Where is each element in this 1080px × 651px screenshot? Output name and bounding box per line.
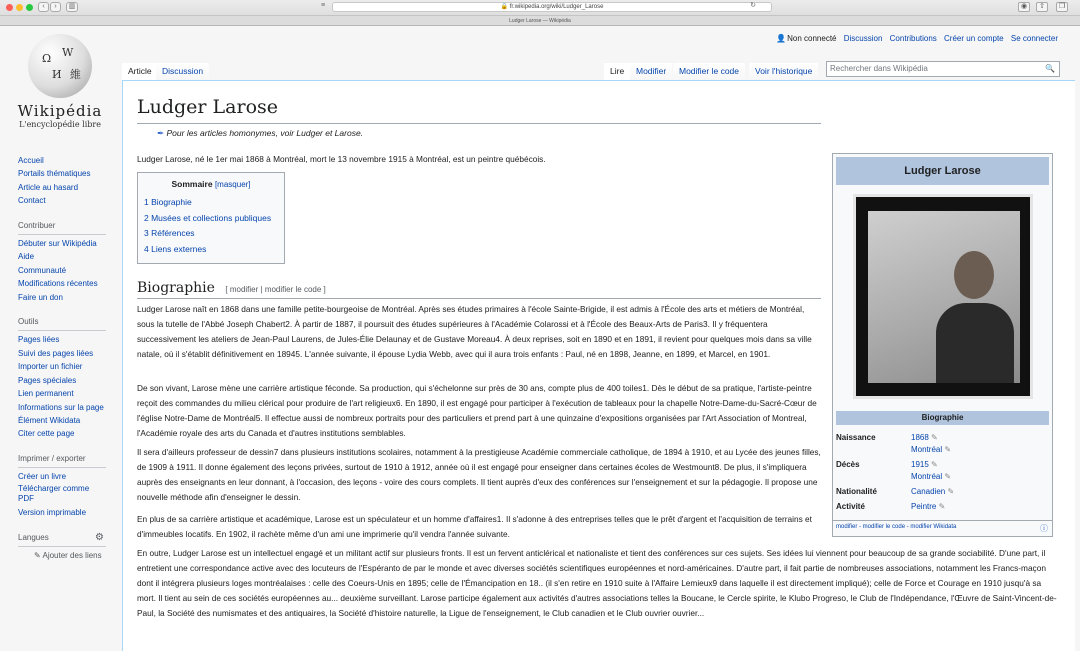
reader-icon[interactable]: ≡ [320,2,326,9]
death-place-link[interactable]: Montréal [911,472,943,481]
url-text: fr.wikipedia.org/wiki/Ludger_Larose [509,4,604,10]
sidebar-item-portails[interactable]: Portails thématiques [18,169,91,179]
address-bar[interactable] [332,2,772,12]
birth-year-link[interactable]: 1868 [911,433,929,442]
personal-tools [771,34,1058,43]
tabs-overview-icon[interactable]: ❐ [1056,2,1068,12]
lock-icon: 🔒 [500,4,509,10]
paragraph: De son vivant, Larose mène une carrière artistique féconde. Sa production, qui s'échelonne sur près de 30 ans, compte plus de 400 toiles1. Dès le début de sa pratique, l'artiste-peintre reçoit des commandes du milieu clérical pour produire de l'art religieux6. En 1890, il est engagé pour participer à l'exécution de tableaux pour la chapelle Notre-Dame-du-Sacré-Cœur de l'église Notre-Dame de Montréal5. Il effectue aussi de nombreux portraits pour des particuliers et prend part à une quinzaine d'expositions organisées par l'Art Association of Montreal, l'Académie royale des arts du Canada et d'autres institutions semblables. [137,383,817,438]
sidebar-item-random[interactable]: Article au hasard [18,182,79,192]
pencil-icon[interactable]: ✎ [944,445,952,454]
infobox-value [911,501,945,513]
tab-edit[interactable]: Modifier [630,63,672,81]
pencil-icon: ✎ [34,551,41,561]
tab-discussion[interactable]: Discussion [156,63,209,81]
toc-title: Sommaire [171,179,213,189]
section-edit-links[interactable]: [ modifier | modifier le code ] [225,285,326,294]
downloads-icon[interactable]: ◉ [1018,2,1030,12]
infobox-footer [833,520,1052,533]
sidebar-item-accueil[interactable]: Accueil [18,156,44,165]
infobox-title: Ludger Larose [836,157,1049,185]
toc-item[interactable]: 1 Biographie [144,197,192,207]
photo-inner [868,211,1020,383]
nationality-link[interactable]: Canadien [911,487,946,496]
tab-article[interactable]: Article [122,63,158,81]
infobox-section: Biographie [836,411,1049,425]
sidebar-item-imprimable[interactable]: Version imprimable [18,507,87,517]
gear-icon[interactable]: ⚙ [95,531,104,543]
search-icon[interactable]: 🔍 [1045,64,1055,73]
login-link[interactable]: Se connecter [1010,34,1058,43]
sidebar-item-don[interactable]: Faire un don [18,292,63,302]
infobox-label: Décès [836,460,860,469]
disambiguation-icon: ✒ [157,128,165,138]
back-button[interactable]: ‹ [38,2,49,12]
sidebar-divider [18,330,106,331]
hatnote [157,128,363,139]
infobox-label: Activité [836,502,865,511]
infobox-edit-links[interactable]: modifier - modifier le code - modifier Wikidata [836,524,957,530]
forward-button[interactable]: › [50,2,61,12]
toc-item[interactable]: 3 Références [144,228,195,238]
search-placeholder: Rechercher dans Wikipédia [830,64,928,73]
sidebar-toggle-icon[interactable]: ▥ [66,2,78,12]
minimize-window-button[interactable] [16,4,23,11]
sidebar-heading-imprimer: Imprimer / exporter [18,453,86,463]
section-heading [137,280,326,296]
tab-history[interactable]: Voir l'historique [749,63,818,81]
sidebar-item-citer[interactable]: Citer cette page [18,429,75,439]
sidebar-heading-langues [18,531,118,544]
infobox [832,153,1053,537]
paragraph: Ludger Larose naît en 1868 dans une famille petite-bourgeoise de Montréal. Après ses études primaires à l'école Sainte-Brigide, il est admis à l'École des arts et métiers de Montréal, sous la tutelle de l'Abbé Joseph Chabert2. À partir de 1887, il poursuit des études supérieures à l'Académie Colarossi et à l'École des Beaux-Arts de Paris3. Il y fréquentera successivement les ateliers de Jean-Paul Laurens, de Jules-Élie Delaunay et de Gustave Moreau4. À deux reprises, soit en 1890 et en 1891, il revient pour quelques mois dans sa ville natale, où il s'établit définitivement en 18945. L'année suivante, il épouse Lydia Webb, avec qui il aura trois enfants : Paul, né en 1898, Jeanne, en 1899, et Marcel, en 1901. [137,304,812,359]
sidebar-item-permanent[interactable]: Lien permanent [18,389,74,399]
section-divider [137,298,821,299]
activity-link[interactable]: Peintre [911,502,937,511]
section-title: Biographie [137,280,215,296]
pencil-icon[interactable]: ✎ [931,460,938,469]
reload-icon[interactable]: ↻ [750,2,756,9]
photo-body [936,303,1014,383]
pencil-icon[interactable]: ✎ [944,472,952,481]
sidebar-item-debuter[interactable]: Débuter sur Wikipédia [18,239,97,249]
pencil-icon[interactable]: ✎ [931,433,938,442]
sidebar-item-importer[interactable]: Importer un fichier [18,362,83,372]
add-links-button[interactable] [18,549,118,562]
personal-discussion-link[interactable]: Discussion [843,34,883,43]
content-area [122,80,1075,651]
personal-contributions-link[interactable]: Contributions [889,34,937,43]
info-icon[interactable]: ⓘ [1040,524,1048,533]
languages-label: Langues [18,532,49,542]
infobox-value [911,486,954,498]
sidebar-item-communaute[interactable]: Communauté [18,265,67,275]
infobox-label: Naissance [836,433,876,442]
sidebar-item-suivi[interactable]: Suivi des pages liées [18,348,94,358]
sidebar-item-livre[interactable]: Créer un livre [18,472,67,482]
close-window-button[interactable] [6,4,13,11]
infobox-value [911,432,951,456]
infobox-value [911,459,951,483]
lead-paragraph: Ludger Larose, né le 1er mai 1868 à Montréal, mort le 13 novembre 1915 à Montréal, est un peintre québécois. [137,154,546,164]
sidebar-heading-contribuer: Contribuer [18,220,56,230]
toc-toggle[interactable]: [masquer] [214,180,251,189]
sidebar-item-aide[interactable]: Aide [18,252,35,262]
tab-edit-code[interactable]: Modifier le code [673,63,745,81]
sidebar-heading-outils: Outils [18,317,39,327]
table-of-contents [137,172,285,264]
tab-read[interactable]: Lire [604,63,630,81]
search-input[interactable] [826,61,1060,77]
toc-header [144,179,278,189]
sidebar-divider [18,234,106,235]
tab-title[interactable]: Ludger Larose — Wikipédia [0,15,1080,25]
wikipedia-logo[interactable] [10,34,110,134]
pencil-icon[interactable]: ✎ [947,487,955,496]
title-divider [137,123,821,124]
sidebar-item-wikidata[interactable]: Élément Wikidata [18,415,81,425]
sidebar-item-informations[interactable]: Informations sur la page [18,402,104,412]
add-links-label: Ajouter des liens [42,551,102,561]
paragraph: En outre, Ludger Larose est un intellectuel engagé et un militant actif sur plusieurs fronts. Il est un fervent anticlérical et nationaliste et tient des conférences sur ces sujets. Ses idées lui viennent pour beaucoup de sa grande sociabilité. D'une part, il entretient une correspondance active avec des locuteurs de l'Espéranto de par le monde et avec diverses sociétés scientifiques européennes et nord-américaines. D'autre part, il fait partie de nombreuses associations, notamment les Francs-maçon dont il intégrera plusieurs loges montréalaises : celle des Coeurs-Unis en 1895; celle de l'Émancipation en 18.. (il s'en retire en 1910 suite à l'Affaire Lemieux9 dans laquelle il est directement impliqué); celle de Force et Courage en 1910 jusqu'à sa mort. Il tient au sein de ces sociétés européennes au... deuxième surveillant. Larose participe également aux activités d'autres associations telles la Boucane, le Cercle spirite, le Klubo Progreso, le Club de l'Indépendance, l'Œuvre de Saint-Vincent-de-Paul, la Société des numismates et des antiquaires, la Société d'histoire naturelle, la Ligue de l'enseignement, le Club canadien et le Club ouvrier ouvrier... [137,548,1057,618]
logo-tagline: L'encyclopédie libre [19,120,101,129]
not-connected-label: Non connecté [787,34,837,43]
paragraph: En plus de sa carrière artistique et académique, Larose est un spéculateur et un homme d'affaires1. Il s'adonne à des entreprises telles que le prêt d'argent et l'acquisition de terrains et d'immeubles locatifs. En 1902, il rachète même d'un ami une imprimerie qu'il vendra l'année suivante. [137,514,812,539]
globe-icon: Ω W И 維 [28,34,92,98]
sidebar-item-contact[interactable]: Contact [18,196,46,206]
hatnote-text: Pour les articles homonymes, voir Ludger et Larose. [166,128,364,138]
birth-place-link[interactable]: Montréal [911,445,943,454]
browser-chrome [0,0,1080,26]
sidebar-item-modifications[interactable]: Modifications récentes [18,279,98,289]
sidebar-item-pages-liees[interactable]: Pages liées [18,335,60,345]
infobox-label: Nationalité [836,487,877,496]
toc-item[interactable]: 4 Liens externes [144,243,207,254]
pencil-icon[interactable]: ✎ [938,502,946,511]
photo-head [954,251,994,299]
death-year-link[interactable]: 1915 [911,460,929,469]
toc-item[interactable]: 2 Musées et collections publiques [144,212,272,223]
page-title: Ludger Larose [137,96,279,118]
sidebar-divider [18,546,106,547]
sidebar-divider [18,467,106,468]
zoom-window-button[interactable] [26,4,33,11]
user-icon: 👤 [776,34,787,43]
sidebar-item-pdf[interactable]: Télécharger comme PDF [18,483,90,503]
logo-wordmark: Wikipédia [17,102,103,120]
sidebar [18,154,118,563]
share-icon[interactable]: ⇧ [1036,2,1048,12]
paragraph: Il sera d'ailleurs professeur de dessin7 dans plusieurs institutions scolaires, notamment à la prestigieuse Académie commerciale catholique, de 1894 à 1910, et au Lycée des jeunes filles, de 1909 à 1911. Il donne également des leçons privées, surtout de 1910 à 1912, année où il est engagé pour enseigner dans certaines écoles de Westmount8. De plus, il s'impliquera auprès des enseignants en leur donnant, à l'occasion, des leçons - voire des cours complets. Il tient auprès d'eux des conférences sur l'enseignement et sur la pédagogie. Il propose une nouvelle méthode afin d'enseigner le dessin. [137,447,821,502]
sidebar-item-speciales[interactable]: Pages spéciales [18,375,77,385]
portrait-photo[interactable] [853,194,1033,399]
create-account-link[interactable]: Créer un compte [944,34,1004,43]
